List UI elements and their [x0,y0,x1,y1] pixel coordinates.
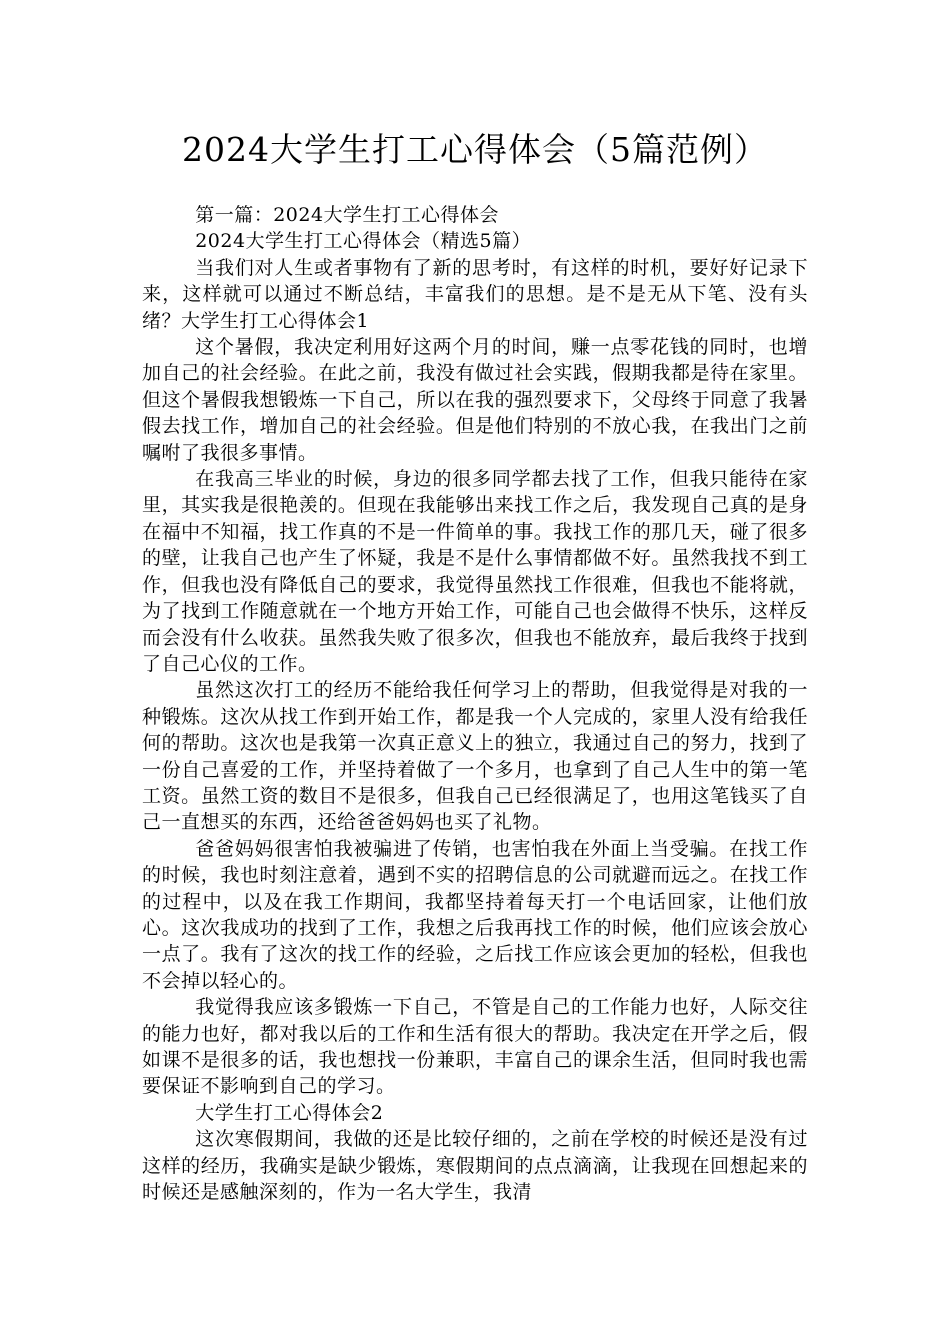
paragraph: 这次寒假期间，我做的还是比较仔细的，之前在学校的时候还是没有过这样的经历，我确实是缺少锻炼，寒假期间的点点滴滴，让我现在回想起来的时候还是感触深刻的，作为一名大学生，我清 [142,1128,808,1204]
paragraph-subtitle: 2024大学生打工心得体会（精选5篇） [195,230,532,253]
paragraph: 在我高三毕业的时候，身边的很多同学都去找了工作，但我只能待在家里，其实我是很艳羡的。但现在我能够出来找工作之后，我发现自己真的是身在福中不知福，找工作真的不是一件简单的事。我找工作的那几天，碰了很多的壁，让我自己也产生了怀疑，我是不是什么事情都做不好。虽然我找不到工作，但我也没有降低自己的要求，我觉得虽然找工作很难，但我也不能将就，为了找到工作随意就在一个地方开始工作，可能自己也会做得不快乐，这样反而会没有什么收获。虽然我失败了很多次，但我也不能放弃，最后我终于找到了自己心仪的工作。 [142,468,808,675]
paragraph-section-heading: 大学生打工心得体会2 [195,1101,384,1124]
document-title: 2024大学生打工心得体会（5篇范例） [182,130,768,169]
paragraph: 我觉得我应该多锻炼一下自己，不管是自己的工作能力也好，人际交往的能力也好，都对我以后的工作和生活有很大的帮助。我决定在开学之后，假如课不是很多的话，我也想找一份兼职，丰富自己的课余生活，但同时我也需要保证不影响到自己的学习。 [142,996,808,1098]
paragraph-section-heading: 第一篇：2024大学生打工心得体会 [195,204,500,226]
paragraph: 这个暑假，我决定利用好这两个月的时间，赚一点零花钱的同时，也增加自己的社会经验。在此之前，我没有做过社会实践，假期我都是待在家里。但这个暑假我想锻炼一下自己，所以在我的强烈要求下，父母终于同意了我暑假去找工作，增加自己的社会经验。但是他们特别的不放心我，在我出门之前嘱咐了我很多事情。 [142,336,808,464]
paragraph: 爸爸妈妈很害怕我被骗进了传销，也害怕我在外面上当受骗。在找工作的时候，我也时刻注意着，遇到不实的招聘信息的公司就避而远之。在找工作的过程中，以及在我工作期间，我都坚持着每天打一个电话回家，让他们放心。这次我成功的找到了工作，我想之后我再找工作的时候，他们应该会放心一点了。我有了这次的找工作的经验，之后找工作应该会更加的轻松，但我也不会掉以轻心的。 [142,837,808,992]
paragraph: 虽然这次打工的经历不能给我任何学习上的帮助，但我觉得是对我的一种锻炼。这次从找工作到开始工作，都是我一个人完成的，家里人没有给我任何的帮助。这次也是我第一次真正意义上的独立，我通过自己的努力，找到了一份自己喜爱的工作，并坚持着做了一个多月，也拿到了自己人生中的第一笔工资。虽然工资的数目不是很多，但我自己已经很满足了，也用这笔钱买了自己一直想买的东西，还给爸爸妈妈也买了礼物。 [142,679,808,834]
paragraph: 当我们对人生或者事物有了新的思考时，有这样的时机，要好好记录下来，这样就可以通过不断总结，丰富我们的思想。是不是无从下笔、没有头绪？大学生打工心得体会1 [142,256,808,332]
document-body [142,202,808,1205]
